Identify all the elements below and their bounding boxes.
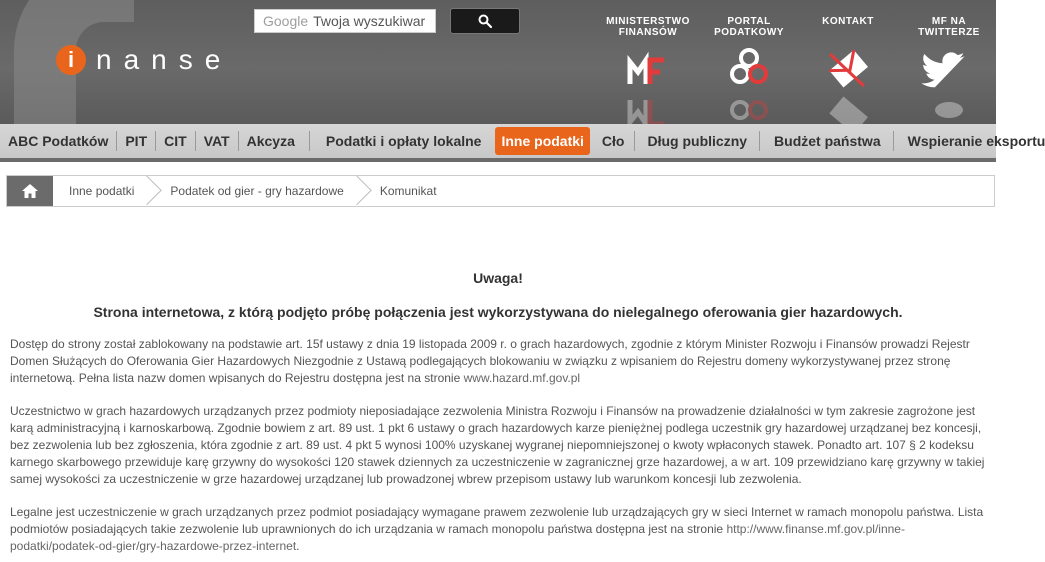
- mf-logo-reflection: [624, 92, 672, 118]
- finanse-logo[interactable]: [56, 44, 232, 76]
- link-portal-podatkowy[interactable]: [705, 16, 793, 118]
- link-label-line2: PODATKOWY: [714, 27, 784, 38]
- logo-text: nanse: [96, 44, 233, 75]
- link-label-line1: MINISTERSTWO: [606, 16, 690, 27]
- link-hazard-mf[interactable]: www.hazard.mf.gov.pl: [463, 371, 581, 385]
- link-finanse-gry-hazardowe[interactable]: http://www.finanse.mf.gov.pl/inne-podatki/podatek-od-gier/gry-hazardowe-przez-internet: [10, 522, 905, 553]
- breadcrumb-home[interactable]: [7, 176, 53, 206]
- mf-logo-icon: [624, 44, 672, 92]
- nav-budzet-panstwa[interactable]: Budżet państwa: [760, 131, 894, 151]
- home-icon: [21, 183, 39, 199]
- search-icon: [478, 14, 492, 28]
- breadcrumb-item-podatek-od-gier[interactable]: Podatek od gier - gry hazardowe: [148, 176, 357, 206]
- breadcrumb-item-komunikat: Komunikat: [379, 184, 437, 198]
- twitter-bird-icon: [925, 44, 973, 92]
- twitter-icon-reflection: [925, 92, 973, 118]
- google-label: Google: [263, 13, 309, 29]
- nav-dlug-publiczny[interactable]: Dług publiczny: [635, 131, 760, 151]
- search-button[interactable]: [450, 8, 520, 34]
- logo-i-circle: i: [56, 45, 86, 75]
- search-box: [254, 9, 436, 33]
- link-label-line1: PORTAL: [727, 16, 771, 27]
- portal-podatkowy-icon: [725, 44, 773, 92]
- nav-clo[interactable]: Cło: [594, 131, 636, 151]
- nav-pit[interactable]: PIT: [117, 131, 156, 151]
- paragraph-2-text: Uczestnictwo w grach hazardowych urządzanych przez podmioty nieposiadające zezwolenia Ministra Rozwoju i Finansów na prowadzenie działalności w tym zakresie zagrożone jest karą administracyjną i karnoskarbową. Zgodnie bowiem z art. 89 ust. 1 pkt 6 ustawy o grach hazardowych karze pieniężnej podlega uczestnik gry hazardowej urządzanej bez koncesji, bez zezwolenia lub bez zgłoszenia, która zgodnie z art. 89 ust. 4 pkt 5 wynosi 100% uzyskanej wygranej niepomniejszonej o kwoty wpłaconych stawek. Ponadto art. 107 § 2 kodeksu karnego skarbowego przewiduje karę grzywny do wysokości 120 stawek dziennych za uczestniczenie w zagranicznej grze hazardowej, a w art. 109 przewidziano karę grzywny w takiej samej wysokości za uczestniczenie w grze hazardowej urządzanej lub prowadzonej wbrew przepisom ustawy lub warunkom koncesji lub zezwolenia.: [10, 404, 985, 486]
- breadcrumb: [6, 175, 995, 207]
- paragraph-3-text: Legalne jest uczestniczenie w grach urządzanych przez podmiot posiadający wymagane prawem zezwolenie lub urządzających gry w sieci Internet w ramach monopolu państwa. Lista podmiotów posiadających takie zezwolenie lub uprawnionych do ich urządzania w ramach monopolu państwa dostępna jest na stronie: [10, 505, 984, 536]
- paragraph-3-end: .: [296, 539, 300, 553]
- nav-cit[interactable]: CIT: [156, 131, 196, 151]
- breadcrumb-item-inne-podatki[interactable]: Inne podatki: [53, 176, 148, 206]
- link-mf-twitter[interactable]: [905, 16, 993, 118]
- nav-akcyza[interactable]: Akcyza: [239, 131, 310, 151]
- nav-podatki-lokalne[interactable]: Podatki i opłaty lokalne: [325, 133, 482, 149]
- paragraph-penalties: [10, 403, 986, 488]
- nav-wspieranie-eksportu[interactable]: Wspieranie eksportu: [907, 133, 1045, 149]
- nav-vat[interactable]: VAT: [196, 131, 239, 151]
- page-title: Uwaga!: [473, 270, 523, 286]
- paragraph-1-text: Dostęp do strony został zablokowany na podstawie art. 15f ustawy z dnia 19 listopada 2009 r. o grach hazardowych, zgodnie z którym Minister Rozwoju i Finansów prowadzi Rejestr Domen Służących do Oferowania Gier Hazardowych Niezgodnie z Ustawą podlegających blokowaniu w związku z wpisaniem do Rejestru domeny wykorzystywanej przez stronę internetową. Pełna lista nazw domen wpisanych do Rejestru dostępna jest na stronie: [10, 337, 970, 385]
- link-label-line2: FINANSÓW: [618, 27, 678, 38]
- main-content: [0, 270, 996, 555]
- nav-inne-podatki[interactable]: Inne podatki: [495, 127, 589, 155]
- search-input[interactable]: [313, 13, 428, 29]
- nav-abc-podatkow[interactable]: ABC Podatków: [0, 131, 117, 151]
- page-subtitle: Strona internetowa, z którą podjęto próbę połączenia jest wykorzystywana do nielegalnego oferowania gier hazardowych.: [93, 304, 903, 320]
- link-ministerstwo-finansow[interactable]: [604, 16, 692, 118]
- link-kontakt[interactable]: [804, 16, 892, 118]
- site-header: [0, 0, 996, 124]
- envelope-icon-reflection: [824, 92, 872, 118]
- main-nav: [0, 124, 1045, 162]
- link-label-line1: MF NA: [931, 16, 967, 27]
- link-label-line2: TWITTERZE: [918, 27, 980, 38]
- envelope-icon: [824, 44, 872, 92]
- link-label-line1: KONTAKT: [822, 16, 874, 27]
- paragraph-blocking-info: [10, 336, 986, 387]
- portal-icon-reflection: [725, 92, 773, 118]
- paragraph-legal-gambling: [10, 504, 986, 555]
